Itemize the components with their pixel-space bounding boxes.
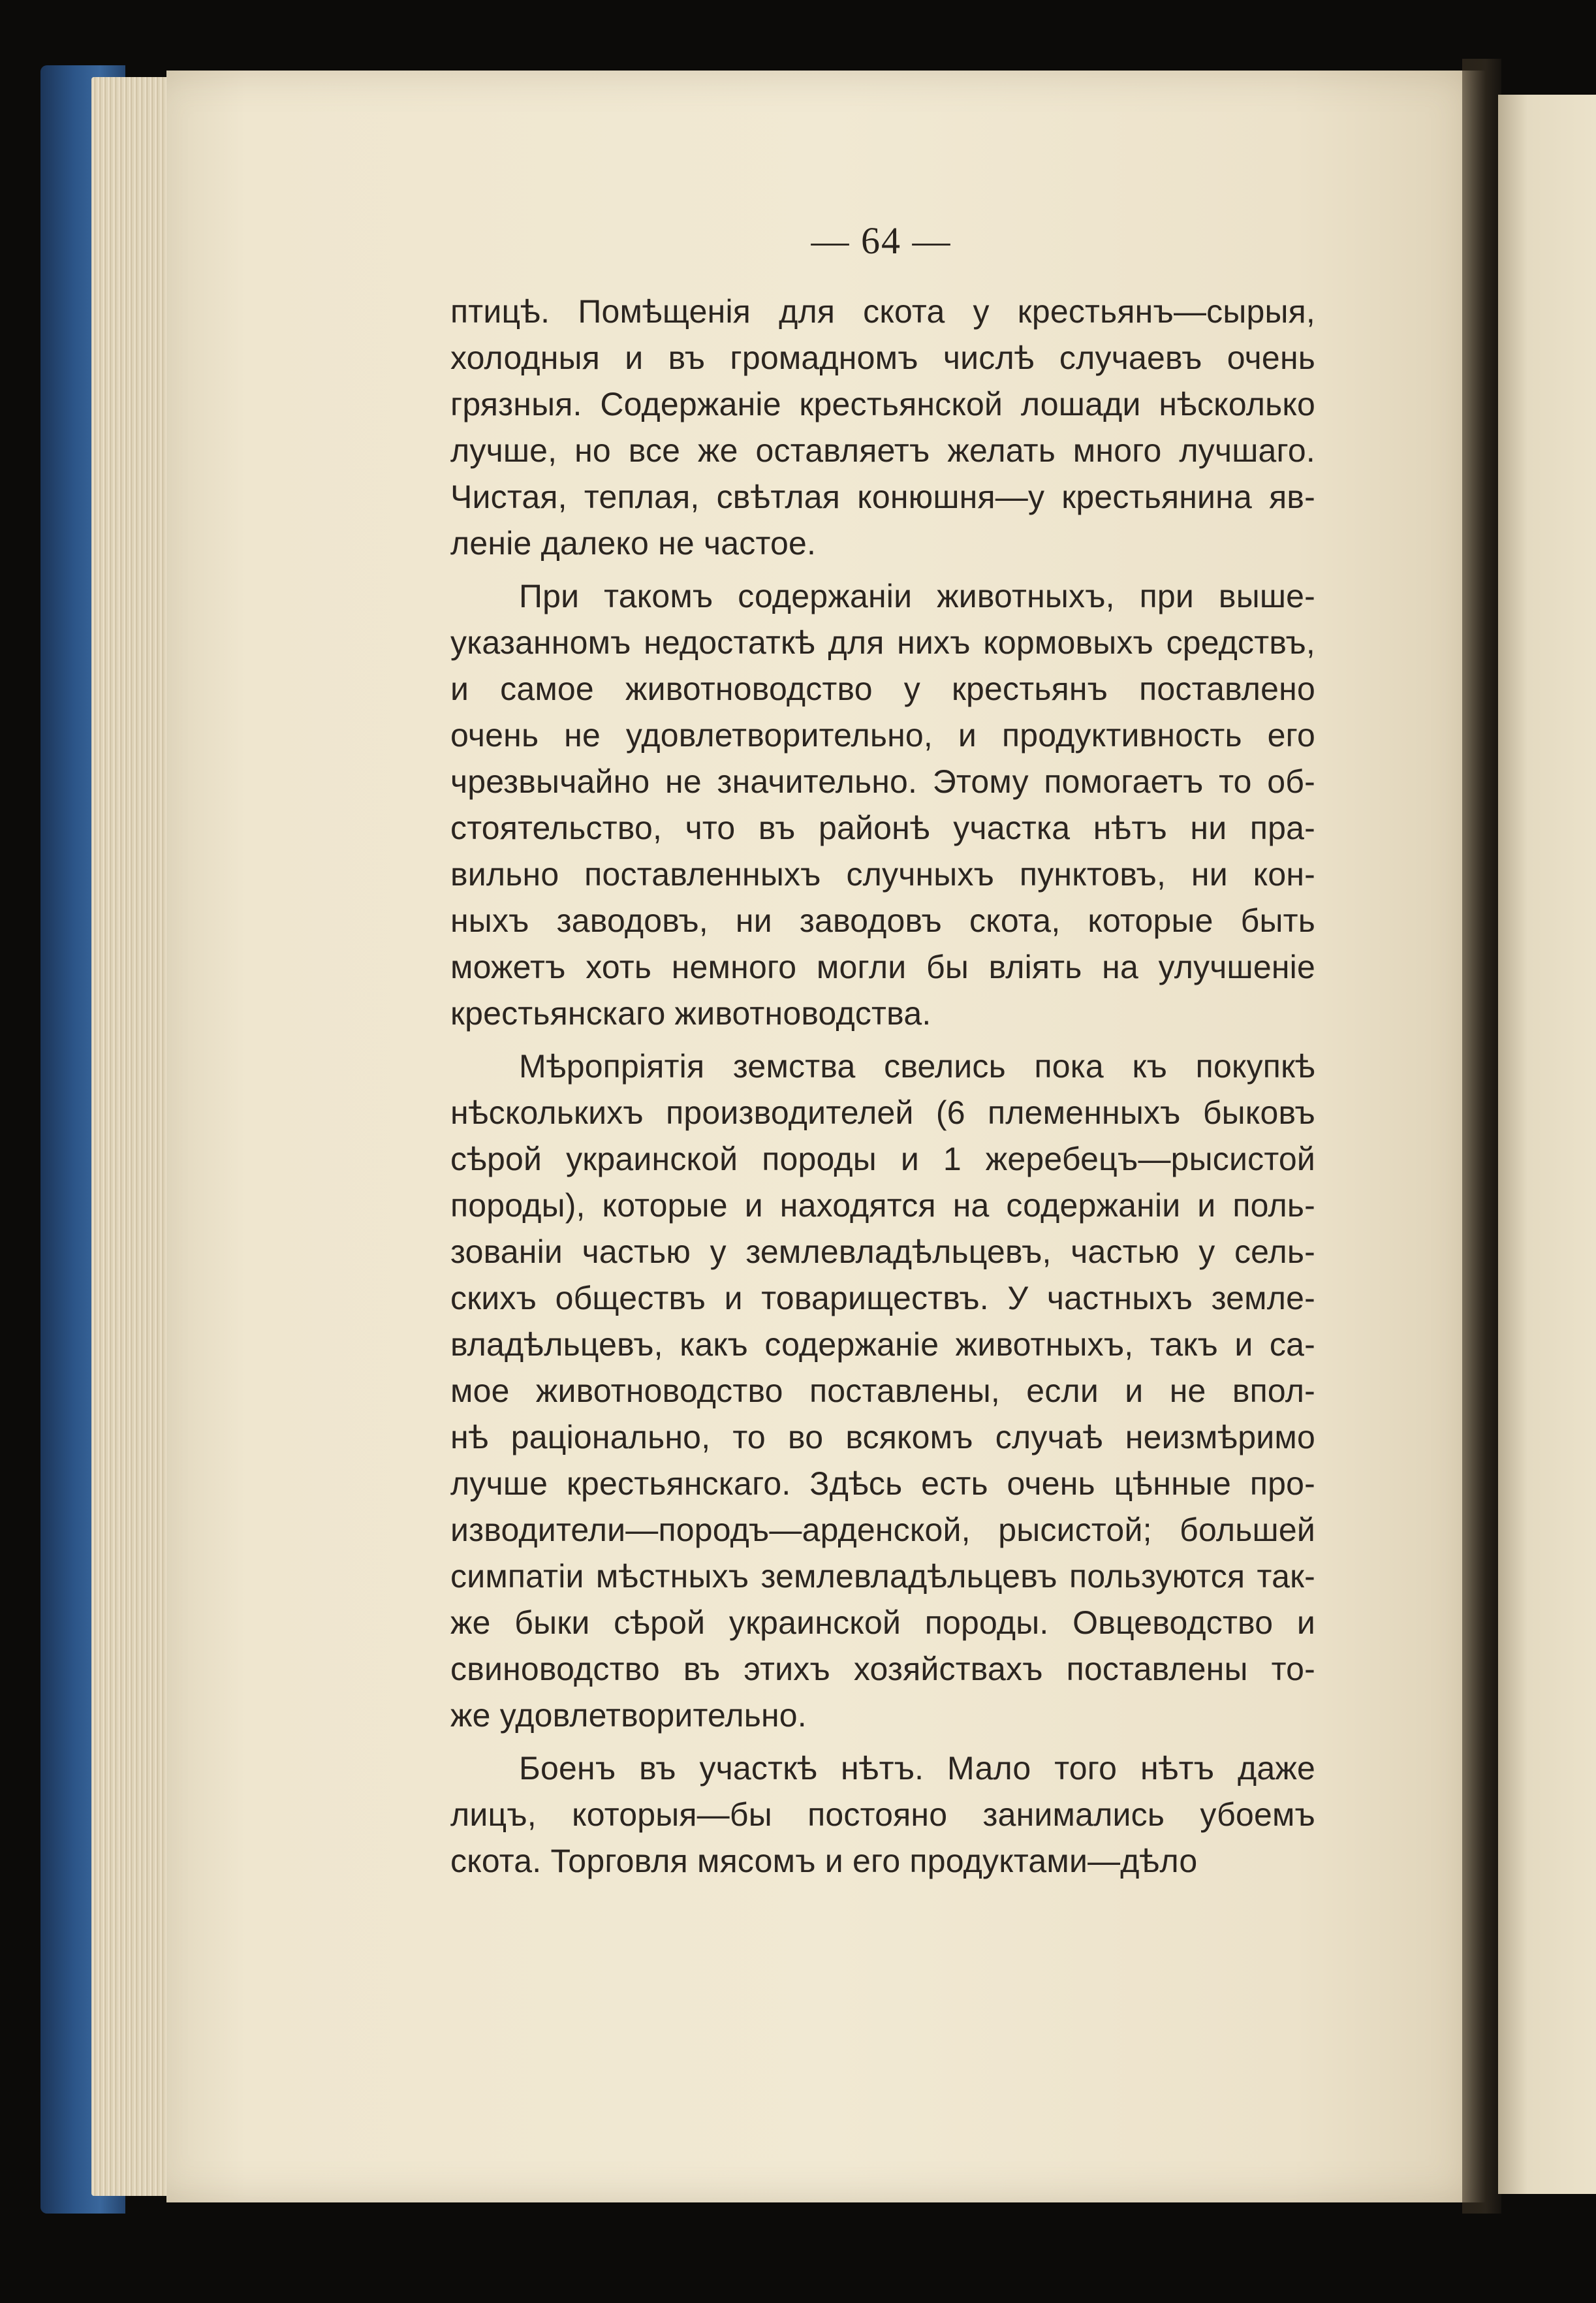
page-number: — 64 — [811, 219, 952, 262]
text-line: можетъ хоть немного могли бы вліять на улучшеніе [450, 949, 1315, 985]
text-line: лучше, но все же оставляетъ желать много лучшаго. [450, 432, 1315, 469]
paragraph [450, 289, 1315, 567]
text-line: стоятельство, что въ районѣ участка нѣтъ ни пра- [450, 810, 1315, 846]
text-line: чрезвычайно не значительно. Этому помогаетъ то об- [450, 763, 1315, 800]
paragraph [450, 1043, 1315, 1739]
text-line: птицѣ. Помѣщенія для скота у крестьянъ—сырыя, [450, 293, 1315, 330]
text-line: владѣльцевъ, какъ содержаніе животныхъ, такъ и са- [450, 1326, 1315, 1363]
text-line: очень не удовлетворительно, и продуктивность его [450, 717, 1315, 754]
text-line: нѣсколькихъ производителей (6 племенныхъ быковъ [450, 1094, 1315, 1131]
facing-page-edge [1498, 95, 1596, 2194]
text-line: лицъ, которыя—бы постояно занимались убоемъ [450, 1796, 1315, 1833]
text-line: ныхъ заводовъ, ни заводовъ скота, которые быть [450, 902, 1315, 939]
paragraph [450, 1745, 1315, 1884]
text-line: изводители—породъ—арденской, рысистой; большей [450, 1512, 1315, 1548]
text-line: мое животноводство поставлены, если и не впол- [450, 1373, 1315, 1409]
text-line: грязныя. Содержаніе крестьянской лошади нѣсколько [450, 386, 1315, 422]
text-line: же быки сѣрой украинской породы. Овцеводство и [450, 1604, 1315, 1641]
text-line: скихъ обществъ и товариществъ. У частныхъ земле- [450, 1280, 1315, 1316]
page-body-text [450, 289, 1315, 1884]
text-line: и самое животноводство у крестьянъ поставлено [450, 671, 1315, 707]
text-line: же удовлетворительно. [450, 1697, 807, 1734]
text-line: симпатіи мѣстныхъ землевладѣльцевъ пользуются так- [450, 1558, 1315, 1595]
paragraph [450, 573, 1315, 1037]
text-line: указанномъ недостаткѣ для нихъ кормовыхъ средствъ, [450, 624, 1315, 661]
text-line: Чистая, теплая, свѣтлая конюшня—у крестьянина яв- [450, 479, 1315, 515]
text-line: холодныя и въ громадномъ числѣ случаевъ очень [450, 340, 1315, 376]
text-line: вильно поставленныхъ случныхъ пунктовъ, ни кон- [450, 856, 1315, 893]
text-line: При такомъ содержаніи животныхъ, при выше- [519, 578, 1315, 614]
text-line: нѣ раціонально, то во всякомъ случаѣ неизмѣримо [450, 1419, 1315, 1455]
text-line: скота. Торговля мясомъ и его продуктами—дѣло [450, 1843, 1198, 1879]
text-line: сѣрой украинской породы и 1 жеребецъ—рысистой [450, 1141, 1315, 1177]
text-line: крестьянскаго животноводства. [450, 995, 931, 1032]
text-line: Боенъ въ участкѣ нѣтъ. Мало того нѣтъ даже [519, 1750, 1315, 1787]
book-gutter [1462, 59, 1501, 2214]
page-edges [91, 77, 176, 2196]
text-line: свиноводство въ этихъ хозяйствахъ поставлены то- [450, 1651, 1315, 1687]
text-line: леніе далеко не частое. [450, 525, 817, 562]
text-line: зованіи частью у землевладѣльцевъ, частью у сель- [450, 1233, 1315, 1270]
text-line: породы), которые и находятся на содержаніи и поль- [450, 1187, 1315, 1224]
text-line: лучше крестьянскаго. Здѣсь есть очень цѣнные про- [450, 1465, 1315, 1502]
text-line: Мѣропріятія земства свелись пока къ покупкѣ [519, 1048, 1315, 1085]
